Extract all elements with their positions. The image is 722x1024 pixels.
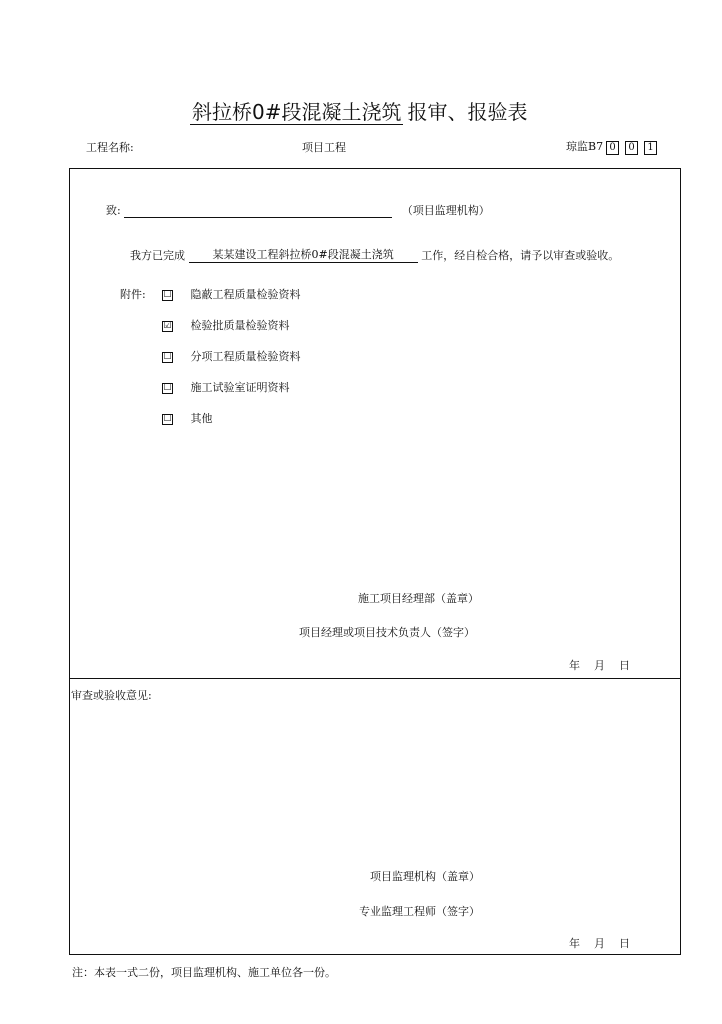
attachment-label: 施工试验室证明资料 [190, 381, 290, 394]
contractor-signer: 项目经理或项目技术负责人（签字） [299, 626, 475, 639]
checkbox-checked-icon[interactable]: ☑ [163, 320, 172, 331]
attachment-item [162, 348, 301, 364]
code-digit: 1 [644, 141, 657, 155]
supervisor-date: 年 月 日 [569, 937, 630, 950]
form-title [190, 96, 527, 125]
form-box [69, 168, 681, 955]
checkbox-icon[interactable]: ☐ [163, 351, 172, 362]
to-row [106, 202, 490, 218]
checkbox-icon[interactable]: ☐ [163, 413, 172, 424]
to-label: 致: [106, 204, 121, 217]
attachment-item [162, 286, 301, 302]
completed-prefix: 我方已完成 [130, 249, 185, 262]
attachment-item [162, 317, 290, 333]
completed-work: 某某建设工程斜拉桥0#段混凝土浇筑 [189, 246, 418, 263]
supervisor-signer: 专业监理工程师（签字） [359, 905, 480, 918]
attachment-label: 隐蔽工程质量检验资料 [190, 288, 301, 301]
footnote: 注：本表一式二份，项目监理机构、施工单位各一份。 [72, 966, 336, 979]
attachment-label: 其他 [190, 412, 213, 425]
code-digit: 0 [625, 141, 638, 155]
to-recipient-line[interactable] [124, 205, 392, 218]
contractor-dept-seal: 施工项目经理部（盖章） [358, 592, 479, 605]
code-digit: 0 [606, 141, 619, 155]
attachment-label: 检验批质量检验资料 [190, 319, 290, 332]
completion-row [130, 246, 619, 263]
attachment-item [162, 410, 213, 426]
title-underlined: 斜拉桥0#段混凝土浇筑 [192, 100, 402, 124]
completed-suffix: 工作，经自检合格，请予以审查或验收。 [421, 249, 620, 262]
attachment-label: 分项工程质量检验资料 [190, 350, 301, 363]
contractor-date: 年 月 日 [569, 659, 630, 672]
supervisor-org-seal: 项目监理机构（盖章） [370, 870, 480, 883]
checkbox-icon[interactable]: ☐ [163, 289, 172, 300]
form-code [566, 138, 657, 155]
section-divider [70, 678, 680, 679]
checkbox-icon[interactable]: ☐ [163, 382, 172, 393]
review-opinion-label: 审查或验收意见: [71, 689, 152, 702]
attachments-label: 附件: [120, 288, 146, 301]
project-name-value: 项目工程 [302, 141, 346, 154]
attachment-item [162, 379, 290, 395]
to-suffix: （项目监理机构） [401, 204, 490, 217]
form-code-prefix: 琼监B7 [566, 140, 604, 153]
project-name-label: 工程名称: [86, 141, 134, 154]
title-suffix: 报审、报验表 [407, 100, 528, 124]
